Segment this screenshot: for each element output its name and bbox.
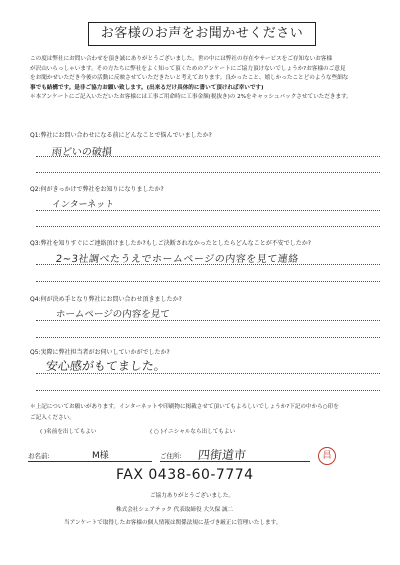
question-4-label: Q4:何が決め手となり弊社にお問い合わせ頂きましたか? [30, 296, 182, 303]
intro-line: ＊本アンケートにご記入いただいたお客様には工事ご用命時に工事金額(税抜き)の 2%をキャッシュバックさせていただきます。 [30, 94, 352, 101]
question-1-answer: 雨どいの破損 [51, 147, 113, 158]
address-value: 四街道市 [197, 448, 247, 462]
question-2-label: Q2:何がきっかけで弊社をお知りになりましたか? [30, 186, 164, 193]
address-underline [160, 461, 310, 462]
answer-line [36, 320, 380, 321]
fax-number: FAX 0438-60-7774 [116, 467, 254, 483]
address-label: ご住所: [160, 452, 182, 460]
intro-line: をお聞かせいただき今後の活動に反映させていただきたいと考えております。良かったこと、嬉しかったことどのような些細な [30, 75, 349, 82]
intro-text [30, 55, 380, 103]
answer-line [36, 172, 380, 173]
name-label: お名前: [28, 452, 50, 460]
name-underline [28, 461, 152, 462]
answer-line [36, 373, 380, 374]
name-value: M様 [92, 451, 109, 461]
company-name: 株式会社シェアテック 代表取締役 大久保 誠二 [116, 507, 234, 513]
consent-sub: ご記入ください。 [30, 415, 75, 421]
seal-stamp: 昌 [318, 447, 336, 465]
question-5-answer: 安心感がもてました。 [45, 359, 167, 373]
consent-option-name: ( )名前を出してもよい [40, 429, 97, 435]
question-3-answer: 2~3社調べたうえでホームページの内容を見て連絡 [55, 254, 300, 265]
answer-line [36, 281, 380, 282]
thanks-text: ご協力ありがとうございました。 [150, 493, 234, 499]
page-title: お客様のお声をお聞かせください [88, 22, 316, 46]
question-3-label: Q3:弊社を知りすぐにご連絡頂けましたか?もしご決断されなかったとしたらどんなことが不安でしたか? [30, 240, 311, 247]
privacy-note: 当アンケートで取得したお客様の個人情報は関係法規に基づき厳正に管理いたします。 [64, 520, 282, 526]
intro-line: 事でも結構です。是非ご協力お願い致します。(出来るだけ具体的に書いて頂ければ幸いです) [30, 84, 264, 91]
answer-line [36, 226, 380, 227]
answer-line [36, 156, 380, 157]
question-4-answer: ホームページの内容を見て [55, 309, 171, 320]
question-5-label: Q5:実際に弊社担当者がお伺いしていかがでしたか? [30, 349, 170, 356]
answer-line [36, 337, 380, 338]
intro-line: が沢山いらっしゃいます。その方たちに弊社をよく知って頂くためのアンケートにご協力頂けないでしょうか?お客様のご意見 [30, 65, 346, 72]
intro-line: この度は弊社にお問い合わせを頂き誠にありがとうございました。世の中には弊社の存在やサービスをご存知ないお客様 [30, 56, 333, 62]
answer-line [36, 264, 380, 265]
question-1-label: Q1:弊社にお問い合わせになる前にどんなことで悩んでいましたか? [30, 132, 212, 139]
consent-option-initial: ( ○ )イニシャルなら出してもよい [150, 429, 236, 435]
question-2-answer: インターネット [51, 200, 115, 210]
answer-line [36, 390, 380, 391]
answer-line [36, 210, 380, 211]
consent-note: ＊上記についてお願いがあります。インターネットや印刷物に掲載させて頂いてもよろしいでしょうか?下記の中から○印を [30, 404, 339, 410]
